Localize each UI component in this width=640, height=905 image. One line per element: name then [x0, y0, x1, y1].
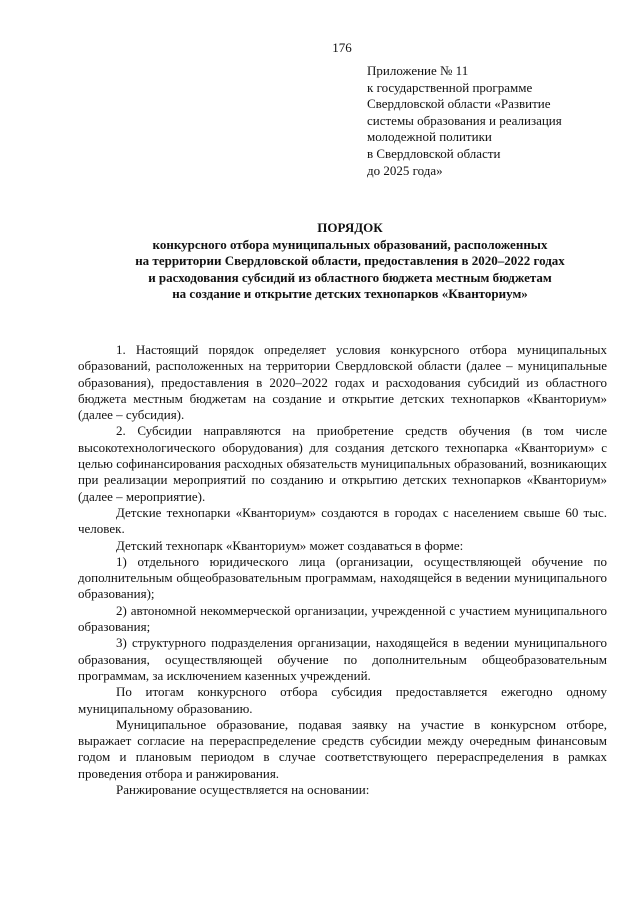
paragraph: Детские технопарки «Кванториум» создаются в городах с населением свыше 60 тыс. человек. [78, 504, 607, 537]
appendix-line: к государственной программе [367, 79, 533, 95]
appendix-line: молодежной политики [367, 129, 492, 145]
document-title [60, 220, 640, 303]
title-heading: ПОРЯДОК [317, 220, 383, 235]
title-line: на создание и открытие детских технопарков «Кванториум» [172, 286, 528, 301]
paragraph: 2. Субсидии направляются на приобретение средств обучения (в том числе высокотехнологического оборудования) для создания детского технопарка «Кванториум» с целью софинансирования расходных обязательств муниципальных образований, возникающих при реализации мероприятий по созданию и открытию детских технопарков «Кванториум» (далее – мероприятие). [78, 423, 607, 504]
appendix-block [367, 63, 607, 179]
paragraph: Муниципальное образование, подавая заявку на участие в конкурсном отборе, выражает согласие на перераспределение средств субсидии между очередным финансовым годом и плановым периодом в случае соответствующего перераспределения в рамках проведения отбора и ранжирования. [78, 716, 607, 781]
paragraph: 3) структурного подразделения организации, находящейся в ведении муниципального образования, осуществляющей обучение по дополнительным общеобразовательным программам, за исключением казенных учреждений. [78, 635, 607, 683]
title-line: конкурсного отбора муниципальных образований, расположенных [152, 236, 548, 252]
paragraph: Детский технопарк «Кванториум» может создаваться в форме: [116, 537, 464, 553]
appendix-line: системы образования и реализация [367, 112, 562, 128]
appendix-line: Приложение № 11 [367, 63, 469, 78]
document-body [78, 342, 607, 798]
page-number: 176 [332, 40, 352, 55]
title-line: на территории Свердловской области, предоставления в 2020–2022 годах [135, 253, 565, 268]
appendix-line: в Свердловской области [367, 145, 501, 161]
paragraph: 1. Настоящий порядок определяет условия конкурсного отбора муниципальных образований, расположенных на территории Свердловской области (далее – муниципальные образования), предоставления в 2020–2022 годах и расходования субсидий из областного бюджета местным бюджетам на создание и открытие детских технопарков «Кванториум» (далее – субсидия). [78, 342, 607, 423]
appendix-line: до 2025 года» [367, 162, 443, 178]
paragraph: Ранжирование осуществляется на основании: [116, 782, 370, 798]
paragraph: 2) автономной некоммерческой организации, учрежденной с участием муниципального образования; [78, 602, 607, 635]
paragraph: По итогам конкурсного отбора субсидия предоставляется ежегодно одному муниципальному образованию. [78, 684, 607, 716]
title-line: и расходования субсидий из областного бюджета местным бюджетам [148, 269, 552, 285]
appendix-line: Свердловской области «Развитие [367, 96, 551, 112]
paragraph: 1) отдельного юридического лица (организации, осуществляющей обучение по дополнительным общеобразовательным программам, находящейся в ведении муниципального образования); [78, 553, 607, 602]
